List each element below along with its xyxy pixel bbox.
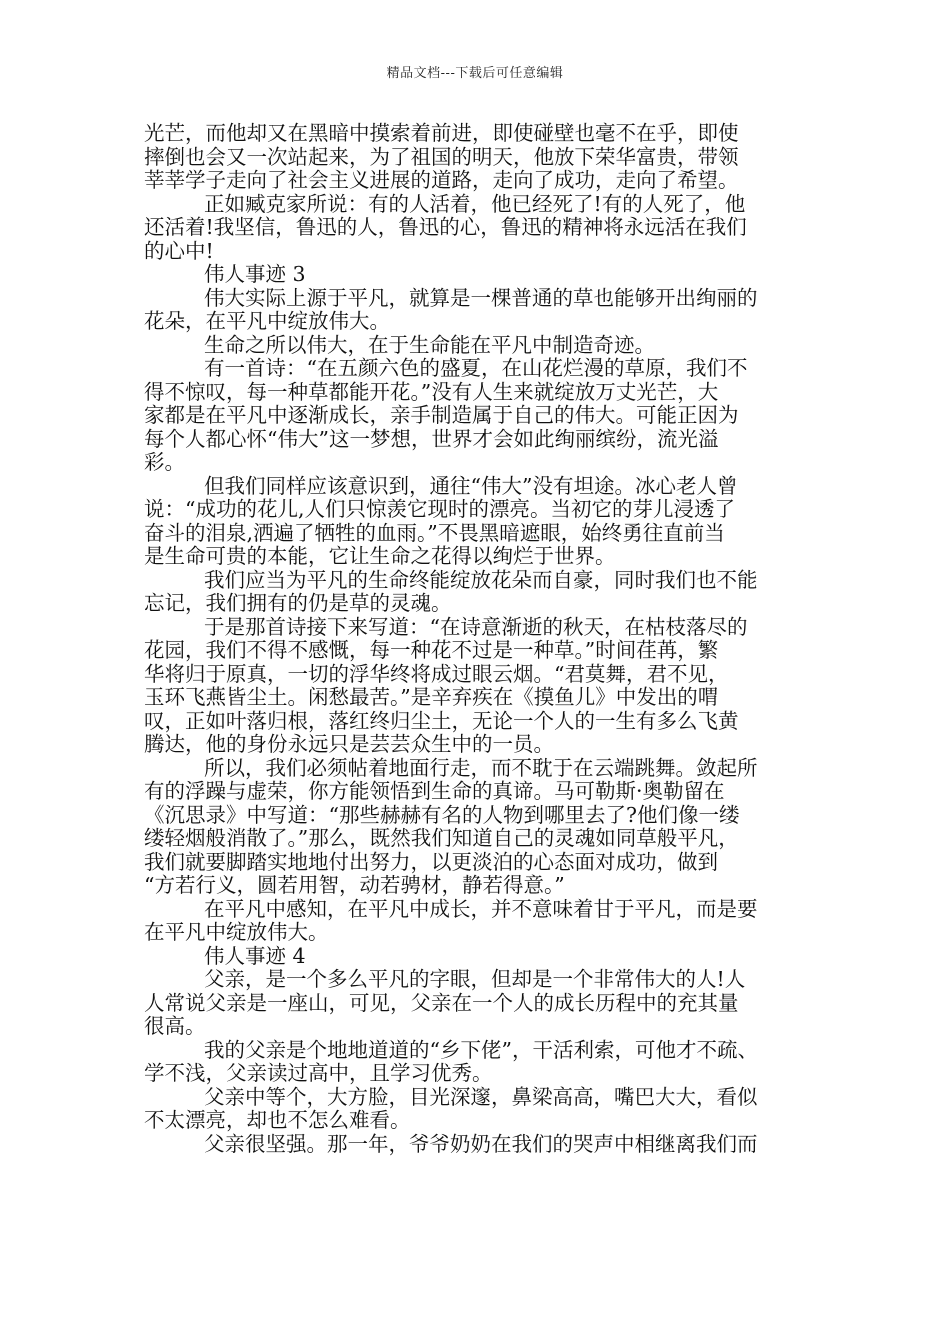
text-line: 莘莘学子走向了社会主义进展的道路，走向了成功，走向了希望。 [144,168,739,192]
text-line: 正如臧克家所说：有的人活着，他已经死了!有的人死了，他 [204,191,746,216]
text-line: 伟大实际上源于平凡，就算是一棵普通的草也能够开出绚丽的 [204,285,758,310]
text-line: 每个人都心怀“伟大”这一梦想，世界才会如此绚丽缤纷，流光溢 [144,426,719,451]
text-line: 在平凡中感知，在平凡中成长，并不意味着甘于平凡，而是要 [204,896,758,921]
text-line: 彩。 [144,450,185,474]
text-line: 学不浅，父亲读过高中，且学习优秀。 [144,1061,493,1085]
text-line: 父亲很坚强。那一年，爷爷奶奶在我们的哭声中相继离我们而 [204,1131,758,1156]
text-line: 得不惊叹，每一种草都能开花。”没有人生来就绽放万丈光芒，大 [144,379,719,404]
text-line: 《沉思录》中写道：“那些赫赫有名的人物到哪里去了?他们像一缕 [144,802,740,827]
text-line: “方若行义，圆若用智，动若骋材，静若得意。” [144,873,565,897]
text-line: 父亲，是一个多么平凡的字眼，但却是一个非常伟大的人!人 [204,967,746,991]
text-line: 忘记，我们拥有的仍是草的灵魂。 [144,591,452,615]
text-line: 花园，我们不得不感慨，每一种花不过是一种草。”时间荏苒，繁 [144,638,719,662]
document-body [144,122,808,1156]
text-line: 摔倒也会又一次站起来，为了祖国的明天，他放下荣华富贵，带领 [144,144,739,169]
text-line: 于是那首诗接下来写道：“在诗意渐逝的秋天，在枯枝落尽的 [204,614,748,639]
text-line: 生命之所以伟大，在于生命能在平凡中制造奇迹。 [204,332,655,357]
text-line: 家都是在平凡中逐渐成长，亲手制造属于自己的伟大。可能正因为 [144,403,739,427]
text-line: 有的浮躁与虚荣，你方能领悟到生命的真谛。马可勒斯·奥勒留在 [144,779,725,803]
text-line: 在平凡中绽放伟大。 [144,920,329,944]
text-line: 父亲中等个，大方脸，目光深邃，鼻梁高高，嘴巴大大，看似 [204,1084,758,1109]
text-line: 叹，正如叶落归根，落红终归尘土，无论一个人的一生有多么飞黄 [144,708,739,733]
text-line: 所以，我们必须帖着地面行走，而不耽于在云端跳舞。敛起所 [204,755,758,780]
text-line: 很高。 [144,1014,206,1038]
text-line: 伟人事迹 4 [204,943,306,968]
text-line: 人常说父亲是一座山，可见，父亲在一个人的成长历程中的充其量 [144,990,739,1015]
text-line: 但我们同样应该意识到，通往“伟大”没有坦途。冰心老人曾 [204,473,738,498]
text-line: 缕轻烟般消散了。”那么，既然我们知道自己的灵魂如同草般平凡， [144,826,739,850]
text-line: 奋斗的泪泉,洒遍了牺牲的血雨。”不畏黑暗遮眼，始终勇往直前当 [144,520,725,545]
text-line: 伟人事迹 3 [204,262,306,286]
text-line: 说：“成功的花儿,人们只惊羡它现时的漂亮。当初它的芽儿浸透了 [144,497,735,521]
text-line: 华将归于原真，一切的浮华终将成过眼云烟。“君莫舞，君不见， [144,661,729,686]
text-line: 的心中! [144,238,214,263]
text-line: 花朵，在平凡中绽放伟大。 [144,309,390,333]
page-header: 精品文档---下载后可任意编辑 [386,66,564,81]
text-line: 不太漂亮，却也不怎么难看。 [144,1108,411,1132]
text-line: 是生命可贵的本能，它让生命之花得以绚烂于世界。 [144,544,616,568]
text-line: 腾达，他的身份永远只是芸芸众生中的一员。 [144,732,554,756]
text-line: 有一首诗：“在五颜六色的盛夏，在山花烂漫的草原，我们不 [204,356,748,380]
text-line: 光芒，而他却又在黑暗中摸索着前进，即使碰壁也毫不在乎，即使 [144,121,739,145]
text-line: 我的父亲是个地地道道的“乡下佬”，干活利索，可他才不疏、 [204,1037,758,1062]
text-line: 还活着!我坚信，鲁迅的人，鲁迅的心，鲁迅的精神将永远活在我们 [144,215,747,239]
text-line: 玉环飞燕皆尘土。闲愁最苦。”是辛弃疾在《摸鱼儿》中发出的喟 [144,685,719,709]
text-line: 我们就要脚踏实地地付出努力，以更淡泊的心态面对成功，做到 [144,849,718,874]
text-line: 我们应当为平凡的生命终能绽放花朵而自豪，同时我们也不能 [204,567,758,592]
